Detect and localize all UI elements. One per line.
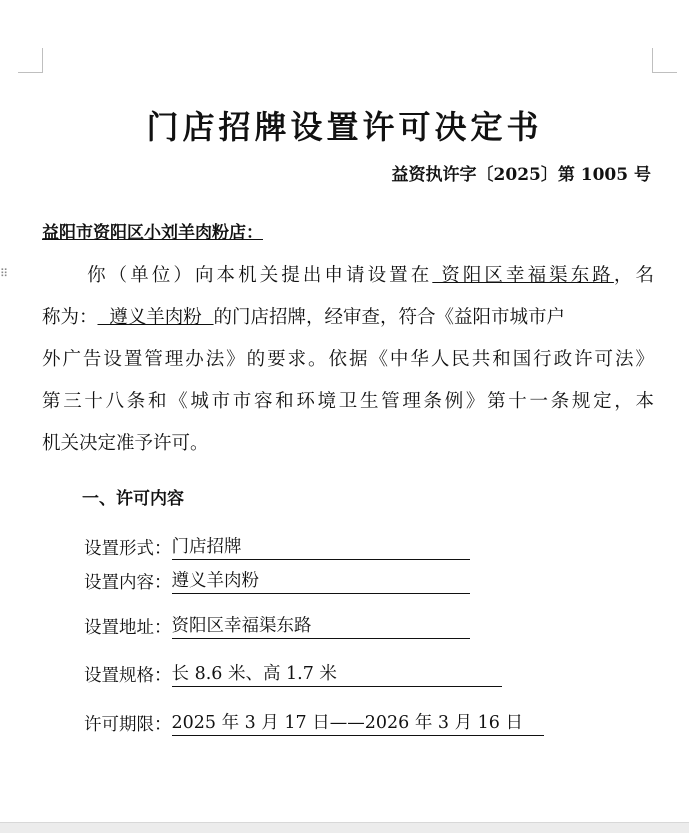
body-text: ，名 xyxy=(613,265,654,286)
body-line-3: 外广告设置管理办法》的要求。依据《中华人民共和国行政许可法》 xyxy=(42,349,654,370)
field-label: 设置规格： xyxy=(84,666,172,686)
field-permit-period xyxy=(84,709,544,735)
field-setting-form xyxy=(84,533,470,559)
field-label: 设置地址： xyxy=(84,618,172,638)
drag-handle-icon[interactable]: ⠿ xyxy=(0,267,9,280)
body-line-1 xyxy=(42,263,654,289)
field-value: 长 8.6 米、高 1.7 米 xyxy=(172,660,502,687)
field-setting-content xyxy=(84,567,470,593)
addressee: 益阳市资阳区小刘羊肉粉店： xyxy=(42,223,263,243)
field-label: 许可期限： xyxy=(84,715,172,735)
section-heading: 一、许可内容 xyxy=(82,489,184,509)
body-text: 的门店招牌，经审查，符合《益阳市城市户 xyxy=(213,307,566,328)
field-value: 2025 年 3 月 17 日——2026 年 3 月 16 日 xyxy=(172,709,544,736)
bottom-scroll-area[interactable] xyxy=(0,822,689,833)
crop-mark-top-right xyxy=(652,48,677,73)
body-line-4: 第三十八条和《城市市容和环境卫生管理条例》第十一条规定，本 xyxy=(42,391,654,412)
field-setting-address xyxy=(84,612,470,638)
location-underlined: 资阳区幸福渠东路 xyxy=(432,265,614,286)
body-line-2 xyxy=(42,305,654,331)
field-label: 设置内容： xyxy=(84,573,172,593)
field-value: 遵义羊肉粉 xyxy=(172,567,470,594)
field-label: 设置形式： xyxy=(84,539,172,559)
field-value: 资阳区幸福渠东路 xyxy=(172,612,470,639)
body-line-5: 机关决定准予许可。 xyxy=(42,433,209,454)
sign-name-underlined: 遵义羊肉粉 xyxy=(97,307,214,328)
document-title: 门店招牌设置许可决定书 xyxy=(146,108,543,146)
document-number: 益资执许字〔2025〕第 1005 号 xyxy=(391,165,651,185)
body-text: 你（单位）向本机关提出申请设置在 xyxy=(84,265,433,286)
field-setting-spec xyxy=(84,660,502,686)
crop-mark-top-left xyxy=(18,48,43,73)
field-value: 门店招牌 xyxy=(172,533,470,560)
body-text: 称为： xyxy=(42,307,98,328)
